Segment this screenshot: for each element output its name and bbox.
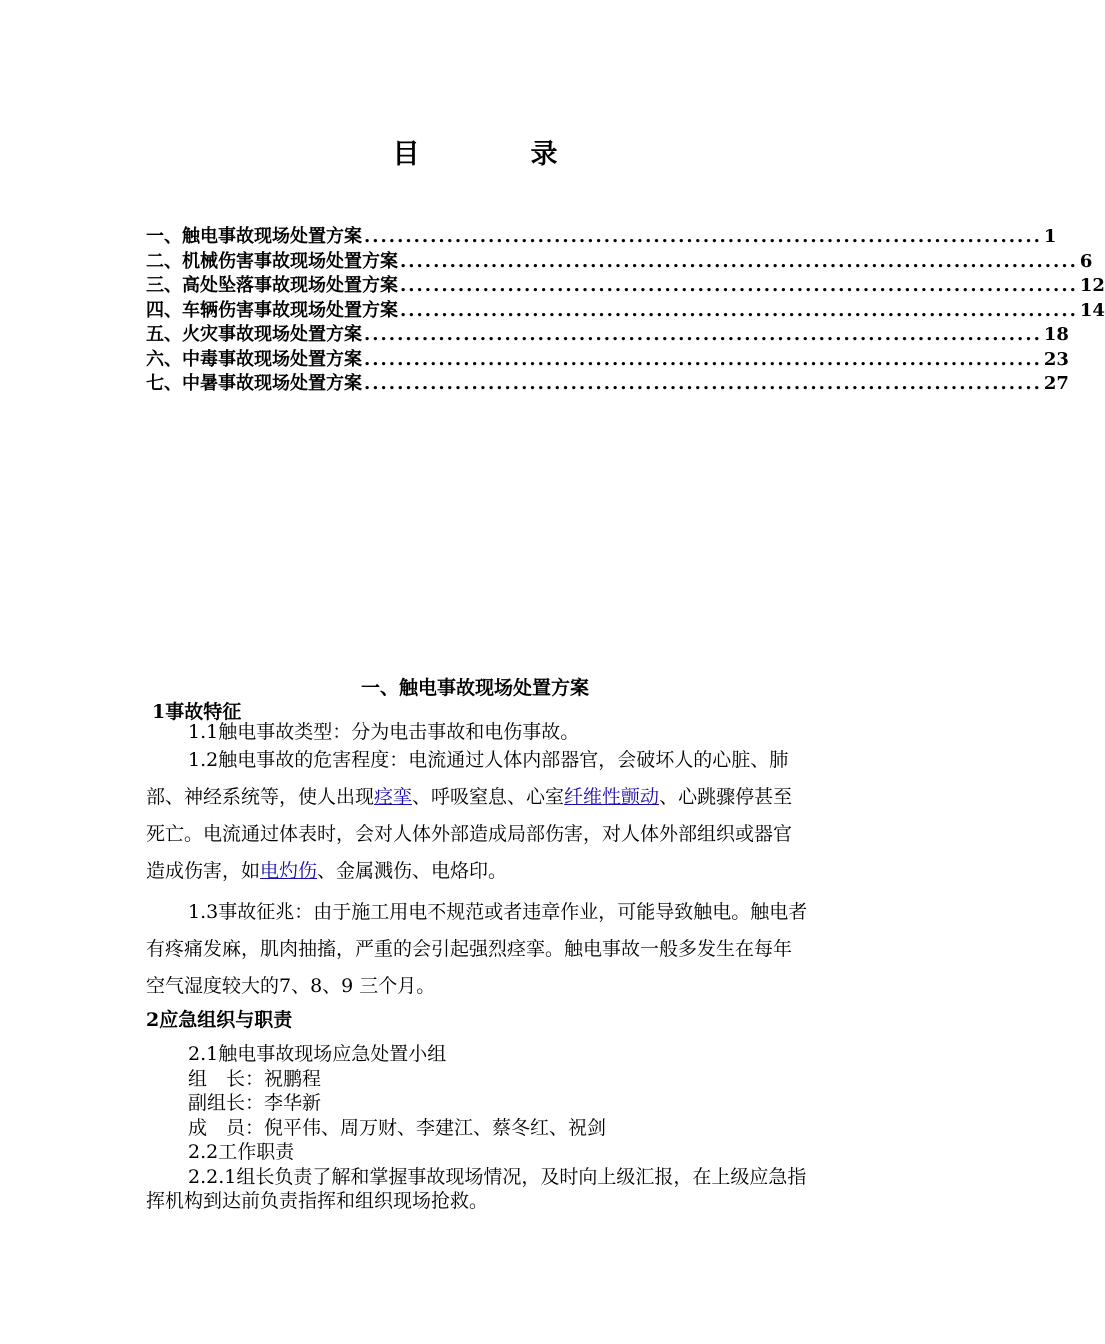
toc-entry-page: 18 [1043, 324, 1069, 345]
toc-entry-page: 27 [1043, 373, 1069, 394]
toc-leader-dots: .................................................................................. [364, 226, 1042, 247]
table-of-contents [146, 225, 1105, 397]
toc-entry[interactable] [146, 372, 1069, 397]
toc-entry-label: 七、中暑事故现场处置方案 [146, 373, 362, 394]
text-run: 1.2触电事故的危害程度：电流通过人体内部器官，会破坏人的心脏、肺部、神经系统等，使人出现 [146, 749, 789, 808]
text-run: 、心跳骤停甚至死亡。电流通过体表时，会对人体外部造成局部伤害，对人体外部组织或器官造成伤害，如 [146, 786, 793, 882]
toc-entry-page: 14 [1079, 299, 1105, 321]
paragraph-1-1: 1.1触电事故类型：分为电击事故和电伤事故。 [188, 721, 580, 743]
toc-leader-dots: .................................................................................. [400, 299, 1078, 321]
toc-entry-label: 三、高处坠落事故现场处置方案 [146, 275, 398, 296]
emergency-group-block [146, 1042, 808, 1214]
toc-entry-label: 二、机械伤害事故现场处置方案 [146, 250, 398, 272]
paragraph-2-2: 2.2工作职责 [188, 1141, 295, 1163]
toc-entry[interactable] [146, 274, 1105, 299]
toc-leader-dots: .................................................................................. [400, 250, 1078, 272]
toc-entry[interactable] [146, 299, 1105, 324]
link-spasm[interactable]: 痉挛 [374, 786, 413, 808]
toc-entry-label: 五、火灾事故现场处置方案 [146, 324, 362, 345]
group-deputy: 副组长：李华新 [188, 1092, 322, 1114]
toc-leader-dots: .................................................................................. [400, 275, 1078, 296]
heading-emergency-organization: 2应急组织与职责 [146, 1009, 293, 1031]
toc-entry-label: 四、车辆伤害事故现场处置方案 [146, 299, 398, 321]
toc-leader-dots: .................................................................................. [364, 373, 1042, 394]
paragraph-1-2 [146, 742, 808, 890]
text-run: 、呼吸窒息、心室 [412, 786, 565, 808]
group-members: 成 员：倪平伟、周万财、李建江、蔡冬红、祝剑 [188, 1116, 607, 1139]
toc-entry[interactable] [146, 348, 1069, 373]
toc-entry-page: 1 [1043, 226, 1057, 247]
paragraph-1-3: 1.3事故征兆：由于施工用电不规范或者违章作业，可能导致触电。触电者有疼痛发麻，肌肉抽搐，严重的会引起强烈痉挛。触电事故一般多发生在每年空气湿度较大的7、8、9 三个月。 [146, 901, 808, 997]
link-electric-burn[interactable]: 电灼伤 [260, 860, 318, 882]
section-title: 一、触电事故现场处置方案 [360, 677, 589, 699]
toc-entry[interactable] [146, 323, 1069, 348]
heading-accident-features: 1事故特征 [152, 701, 242, 723]
text-run: 、金属溅伤、电烙印。 [317, 860, 508, 882]
toc-entry-page: 23 [1043, 348, 1069, 370]
toc-entry-label: 一、触电事故现场处置方案 [146, 226, 362, 247]
link-fibrillation[interactable]: 纤维性颤动 [564, 786, 660, 808]
toc-entry-page: 12 [1079, 275, 1105, 296]
paragraph-2-2-1: 2.2.1组长负责了解和掌握事故现场情况，及时向上级汇报，在上级应急指挥机构到达前负责指挥和组织现场抢救。 [146, 1165, 807, 1212]
toc-title: 目 录 [392, 139, 600, 170]
toc-entry[interactable] [146, 250, 1093, 275]
paragraph-2-1: 2.1触电事故现场应急处置小组 [188, 1043, 447, 1065]
toc-leader-dots: .................................................................................. [364, 348, 1042, 370]
toc-entry[interactable] [146, 225, 1057, 250]
toc-entry-page: 6 [1079, 250, 1093, 272]
toc-entry-label: 六、中毒事故现场处置方案 [146, 348, 362, 370]
group-leader: 组 长：祝鹏程 [188, 1067, 322, 1090]
toc-leader-dots: .................................................................................. [364, 324, 1042, 345]
